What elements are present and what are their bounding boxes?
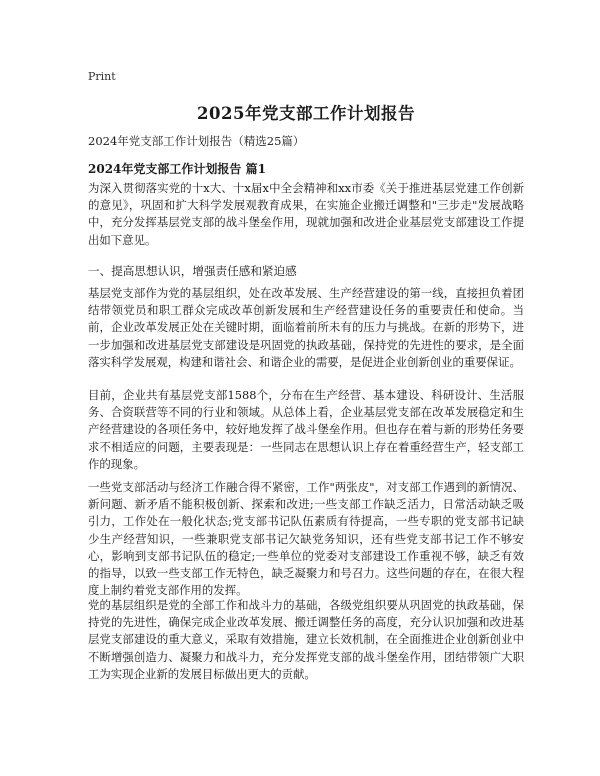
paragraph-3: 目前，企业共有基层党支部1588个，分布在生产经营、基本建设、科研设计、生活服务、合资联营等不同的行业和领域。从总体上看，企业基层党支部在改革发展稳定和生产经营建设的各项任务中，较好地发挥了战斗堡垒作用。但也存在着与新的形势任务要求不相适应的问题，主要表现是：一些同志在思想认识上存在着重经营生产，轻支部工作的现象。 bbox=[88, 388, 524, 471]
paragraph-4: 一些党支部活动与经济工作融合得不紧密，工作"两张皮"，对支部工作遇到的新情况、新问题、新矛盾不能积极创新、探索和改进;一些支部工作缺乏活力，日常活动缺乏吸引力，工作处在一般化状态;党支部书记队伍素质有待提高，一些专职的党支部书记缺少生产经营知识，一些兼职党支部书记欠缺党务知识，还有些党支部书记工作不够安心，影响到支部书记队伍的稳定;一些单位的党委对支部建设工作重视不够，缺乏有效的指导，以致一些支部工作无特色，缺乏凝聚力和号召力。这些问题的存在，在很大程度上制约着党支部作用的发挥。 bbox=[88, 480, 524, 598]
section-heading: 2024年党支部工作计划报告 篇1 bbox=[88, 162, 266, 176]
page-title: 2025年党支部工作计划报告 bbox=[197, 104, 415, 123]
paragraph-5: 党的基层组织是党的全部工作和战斗力的基础，各级党组织要从巩固党的执政基础，保持党的先进性，确保完成企业改革发展、搬迁调整任务的高度，充分认识加强和改进基层党支部建设的重大意义，采取有效措施，建立长效机制，在全面推进企业创新创业中不断增强创造力、凝聚力和战斗力，充分发挥党支部的战斗堡垒作用，团结带领广大职工为实现企业新的发展目标做出更大的贡献。 bbox=[88, 598, 524, 681]
subheading-one: 一、提高思想认识，增强责任感和紧迫感 bbox=[88, 264, 297, 278]
paragraph-intro: 为深入贯彻落实党的十x大、十x届x中全会精神和xx市委《关于推进基层党建工作创新的意见》，巩固和扩大科学发展观教育成果，在实施企业搬迁调整和"三步走"发展战略中，充分发挥基层党支部的战斗堡垒作用，现就加强和改进企业基层党支部建设工作提出如下意见。 bbox=[88, 181, 524, 247]
document-subtitle: 2024年党支部工作计划报告（精选25篇） bbox=[88, 134, 305, 148]
paragraph-2: 基层党支部作为党的基层组织，处在改革发展、生产经营建设的第一线，直接担负着团结带领党员和职工群众完成改革创新发展和生产经营建设任务的重要责任和使命。当前，企业改革发展正处在关键时期，面临着前所未有的压力与挑战。在新的形势下，进一步加强和改进基层党支部建设是巩固党的执政基础，保持党的先进性的要求，是全面落实科学发展观，构建和谐社会、和谐企业的需要，是促进企业创新创业的重要保证。 bbox=[88, 286, 524, 369]
print-link[interactable]: Print bbox=[88, 70, 116, 83]
